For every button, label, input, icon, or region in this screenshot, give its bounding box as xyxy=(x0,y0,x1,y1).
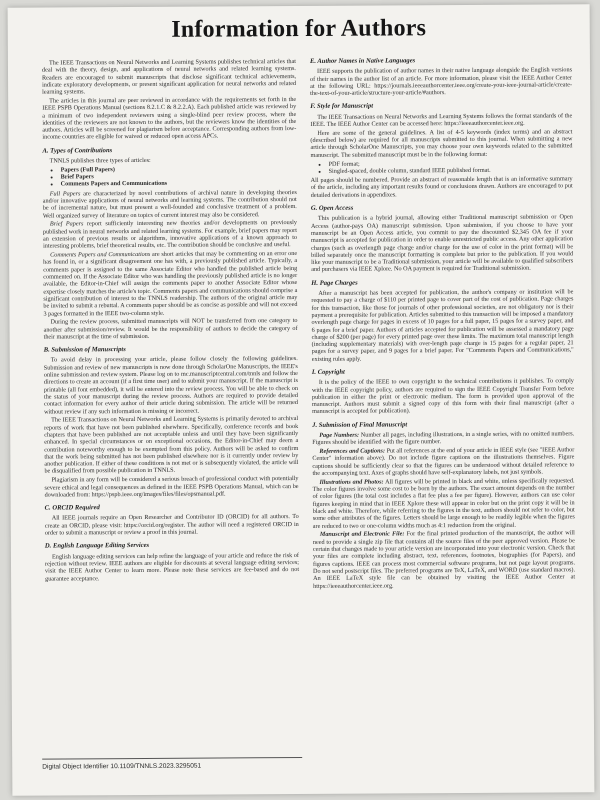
section-heading-copyright: I. Copyright xyxy=(311,368,345,376)
style-paragraph: Here are some of the general guidelines. A list of 4-5 keywords (index terms) and an abstract (described below) are required for all manuscripts submitted to this journal. When submitting a new article through ScholarOne Manuscripts, you may choose your own keywords related to the submitted manuscript. The submitted manuscript must be in the following format: xyxy=(310,128,573,159)
editing-paragraph: English language editing services can help refine the language of your article and reduce the risk of rejection without review. IEEE authors are eligible for discounts at several language editing services; visit the IEEE Author Center to learn more. Please note these services are fee-based and do not guarantee acceptance. xyxy=(44,551,300,583)
section-heading-final-manuscript: J. Submission of Final Manuscript xyxy=(312,421,408,429)
section-heading-page-charges: H. Page Charges xyxy=(311,279,358,287)
paragraph-text: are characterized by novel contributions of archival nature in developing theories and/or innovative applications of neural networks and learning systems. The contribution should not be of incremental nature, but must present a well-founded and conclusive treatment of a problem. Well organized survey of literature on topics of current interest may also be considered. xyxy=(42,188,297,220)
open-access-paragraph: This publication is a hybrid journal, allowing either Traditional manuscript submission or Open Access (author-pays OA) manuscript submission. Upon submission, if you choose to have your manuscript be an Open Access article, you commit to pay the discounted $2,345 OA fee if your manuscript is accepted for publication in order to enable unrestricted public access. Any other application charges (such as overlength page charge and/or charge for the use of color in the print format) will be billed separately once the manuscript formatting is complete but prior to the publication. If you would like your manuscript to be a Traditional submission, your article will be available to qualified subscribers and purchasers via IEEE Xplore. No OA payment is required for Traditional submission. xyxy=(310,213,574,274)
full-papers-paragraph xyxy=(43,189,297,220)
list-item: • Papers (Full Papers) xyxy=(61,165,297,174)
runin-label: Page Numbers: xyxy=(319,431,360,439)
page-numbers-paragraph xyxy=(312,430,574,446)
list-item: • Singled-spaced, double column, standard IEEE published format. xyxy=(329,166,573,175)
types-lead: TNNLS publishes three types of articles: xyxy=(49,156,151,165)
types-list xyxy=(43,165,297,188)
style-paragraph: The IEEE Transactions on Neural Networks and Learning Systems follows the format standards of the IEEE. The IEEE Author Center can be accessed here: https://ieeeauthorcenter.ieee.org. xyxy=(310,112,573,129)
paragraph-text: Put all references at the end of your article in IEEE style (see "IEEE Author Center" information above). Do not include figure captions on the illustrations themselves. Figure captions should be sufficiently clear so that the figures can be understood without detailed reference to the accompanying text. Axes of graphs should have self-explanatory labels, not just symbols. xyxy=(312,446,575,477)
list-item: • PDF format; xyxy=(329,159,573,168)
section-heading-editing: D. English Language Editing Services xyxy=(44,542,150,550)
runin-label: Brief Papers xyxy=(49,220,84,228)
doi-footer: Digital Object Identifier 10.1109/TNNLS.2023.3295051 xyxy=(42,757,302,771)
paragraph-text: Number all pages, including illustrations, in a single series, with no omitted numbers. Figures should be identified with the figure number. xyxy=(312,430,575,447)
paragraph-text: are short articles that may be commenting on an error one has found in, or a significant disagreement one has with, a previously published article. Typically, a comments paper is assigned to the same Associate Editor who handled the published article being commented on. If the Associate Editor who was handling the previously published article is no longer available, the Editor-in-Chief will assign the comments paper to another Associate Editor whose expertise closely matches the article's topic. Comments papers and communications should comprise a significant contribution of interest to the TNNLS readership. The authors of the original article may be invited to submit a rebuttal. A comments paper should be as concise as possible and will not exceed 3 pages formatted in the IEEE two-column style. xyxy=(43,250,298,318)
runin-label: References and Captions: xyxy=(319,447,386,456)
paragraph-text: All figures will be printed in black and white, unless specifically requested. The color figures involve some cost to be born by the authors. The exact amount depends on the number of color figures (the total cost includes a flat fee plus a fee per figure). However, authors can use color figures keeping in mind that in IEEE Xplore these will appear in color but on the print copy it will be in black and white. Therefore, while referring to the figures in the text, authors should not refer to color, but some other attributes of the figures. Letters should be large enough to be readily legible when the figures are reduced to two or one-column widths much as 4:1 reduction from the original. xyxy=(312,477,575,530)
list-item: • Comments Papers and Communications xyxy=(61,179,297,188)
right-column xyxy=(310,56,575,591)
section-heading-submission: B. Submission of Manuscripts xyxy=(43,346,126,354)
style-paragraph: All pages should be numbered. Provide an abstract of reasonable length that is an informative summary of the article, including any important results found or conclusions drawn. Authors are encouraged to put detailed derivations in appendixes. xyxy=(310,175,573,199)
review-paragraph: During the review process, submitted manuscripts will NOT be transferred from one category to another after submission/review. It would be the responsibility of authors to decide the category of their manuscript at the time of submission. xyxy=(43,317,298,341)
references-paragraph xyxy=(312,446,574,477)
left-column xyxy=(42,58,299,584)
paragraph-text: report sufficiently interesting new theories and/or developments on previously published work in neural networks and related learning systems. For example, brief papers may report an extension of previous results or algorithms, innovative applications of a known approach to interesting problems, brief theoretical results, etc. The contribution should be conclusive and useful. xyxy=(42,219,298,250)
paragraph-text: For the final printed production of the manuscript, the author will need to provide a single zip file that contains all the source files of the peer approved version. Please be certain that changes made to your article version are incorporated into your electronic version. Check that your files are complete including abstract, text, references, footnotes, biographies (for Papers), and figures captions. IEEE can process most commercial software programs, but not page layout programs. Do not send postscript files. The preferred programs are TeX, LaTeX, and WORD (use standard macros). An IEEE LaTeX style file can be obtained by visiting the IEEE Author Center at https://ieeeauthorcenter.ieee.org. xyxy=(312,529,576,590)
submission-paragraph: To avoid delay in processing your article, please follow closely the following guidelines. Submission and review of new manuscripts is now done through ScholarOne Manuscripts, the IEEE's online submission and review system. Please log on to mc.manuscriptcentral.com/tnnls and follow the directions to create an account (if a first time user) and to submit your manuscript. If the manuscript is printable (all font embedded), it will be entered into the review process. You will be able to check on the status of your manuscript during the review process. Authors are required to provide detailed contact information for every author of their article during submission. The article will be returned without review if any such information is missing or incorrect. xyxy=(43,355,299,416)
document-page xyxy=(8,4,595,796)
section-heading-orcid: C. ORCID Required xyxy=(44,504,100,512)
orcid-paragraph: All IEEE journals require an Open Researcher and Contributor ID (ORCID) for all authors. To create an ORCID, please visit: https://orcid.org/register. The author will need a registered ORCID in order to submit a manuscript or review a proof in this journal. xyxy=(44,513,299,537)
plagiarism-paragraph: Plagiarism in any form will be considered a serious breach of professional conduct with potentially severe ethical and legal consequences as defined in the IEEE PSPB Operations Manual, which can be downloaded from: https://pspb.ieee.org/images/files/files/opsmanual.pdf. xyxy=(44,475,299,499)
section-heading-native-names: E. Author Names in Native Languages xyxy=(309,57,416,65)
copyright-paragraph: It is the policy of the IEEE to own copyright to the technical contributions it publishes. To comply with the IEEE copyright policy, authors are required to sign the IEEE Copyright Transfer Form before publication in either the print or electronic medium. The form is provided upon approval of the manuscript. Authors must submit a signed copy of this form with their final manuscript (after a manuscript is accepted for publication). xyxy=(311,377,575,416)
format-list xyxy=(311,159,573,175)
native-names-paragraph: IEEE supports the publication of author names in their native language alongside the English versions of their names in the author list of an article. For more information, please visit the IEEE Author Center at the following URL: https://journals.ieeeauthorcenter.ieee.org/create-your-ieee-journal-article/create-the-text-of-your-article/structure-your-article/#authors. xyxy=(310,66,573,98)
section-heading-types: A. Types of Contributions xyxy=(42,146,113,155)
comments-papers-paragraph xyxy=(43,250,297,317)
brief-papers-paragraph xyxy=(43,219,297,250)
runin-label: Full Papers xyxy=(49,190,81,198)
intro-paragraph: The IEEE Transactions on Neural Networks and Learning Systems publishes technical articles that deal with the theory, design, and applications of neural networks and related learning systems. Readers are encouraged to submit manuscripts that disclose significant technical achievements, indicate exploratory developments, or present significant application for neural networks and related learning systems. xyxy=(41,58,297,96)
section-heading-open-access: G. Open Access xyxy=(310,204,354,212)
section-heading-style: F. Style for Manuscript xyxy=(310,103,374,111)
page-title: Information for Authors xyxy=(171,15,427,43)
runin-label: Manuscript and Electronic File: xyxy=(319,530,405,539)
intro-paragraph: The articles in this journal are peer reviewed in accordance with the requirements set forth in the IEEE PSPB Operations Manual (sections 8.2.1.C & 8.2.2.A). Each published article was reviewed by a minimum of two independent reviewers using a single-blind peer review process, where the identities of the reviewers are not known to the authors, but the reviewers know the identities of the authors. Articles will be screened for plagiarism before acceptance. Corresponding authors from low-income countries are eligible for waived or reduced open access APCs. xyxy=(42,96,297,142)
runin-label: Illustrations and Photos: xyxy=(319,478,384,486)
submission-paragraph: The IEEE Transactions on Neural Networks and Learning Systems is primarily devoted to archival reports of work that have not been published elsewhere. Specifically, conference records and book chapters that have been published are not acceptable unless and until they have been significantly enhanced. In special circumstances or on exceptional occasions, the Editor-in-Chief may deem a contribution noteworthy enough to be exempted from this policy. Authors will be asked to confirm that the work being submitted has not been published elsewhere nor is it currently under review by another publication. If either of these conditions is not met or is subsequently violated, the article will be disqualified from possible publication in TNNLS. xyxy=(44,415,299,476)
page-charges-paragraph: After a manuscript has been accepted for publication, the author's company or institution will be requested to pay a charge of $110 per printed page to cover part of the cost of publication. Page charges for this transaction, like those for journals of other professional societies, are not obligatory nor is their payment a prerequisite for publication. Articles submitted to this transaction will be imposed a mandatory overlength page charge for pages in excess of 10 pages for a full paper, 15 pages for a survey paper, and 6 pages for a brief paper. Authors of articles accepted for publication will be assessed a mandatory page charge of $200 (per page) for every printed page over these limits. The maximum total manuscript length (including supplementary materials) with over-length page charge is 15 pages for a regular paper, 21 pages for a survey paper, and 9 pages for a brief paper. For "Comments Papers and Communications," existing rules apply. xyxy=(311,288,574,363)
list-item: • Brief Papers xyxy=(61,172,297,181)
electronic-file-paragraph xyxy=(313,530,575,590)
illustrations-paragraph xyxy=(312,477,574,530)
runin-label: Comments Papers and Communications xyxy=(50,251,151,259)
